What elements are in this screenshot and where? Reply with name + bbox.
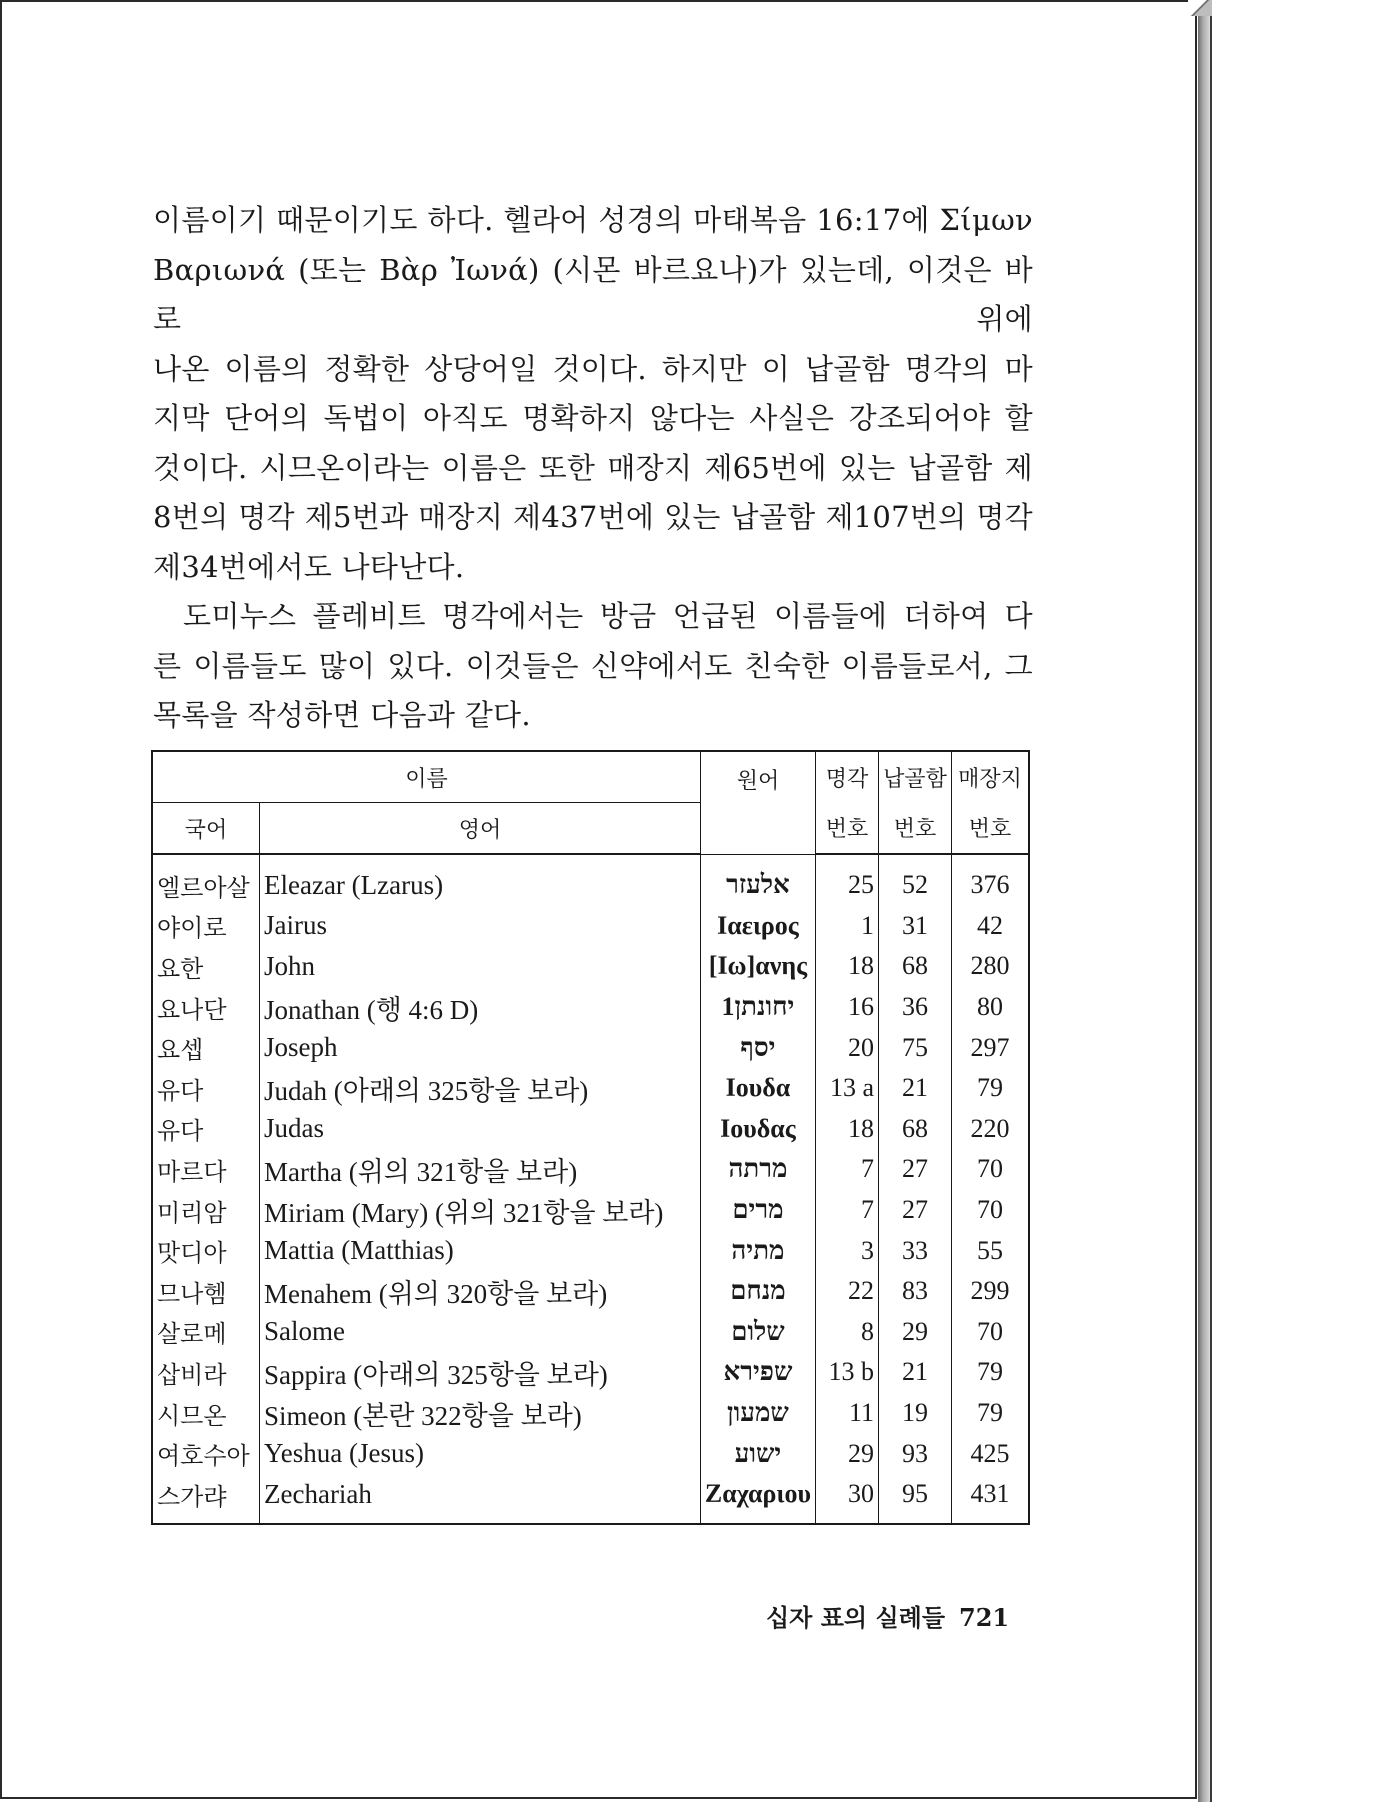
cell-inscription-number: 13 b bbox=[816, 1352, 879, 1393]
body-text bbox=[153, 196, 1033, 741]
cell-original: שלום bbox=[700, 1312, 815, 1353]
cell-english: Judas bbox=[260, 1109, 701, 1150]
cell-original: מנחם bbox=[700, 1271, 815, 1312]
paragraph-line: 목록을 작성하면 다음과 같다. bbox=[153, 698, 531, 732]
table-row bbox=[152, 906, 1029, 947]
table-row bbox=[152, 1109, 1029, 1150]
cell-inscription-number: 25 bbox=[816, 854, 879, 906]
cell-inscription-number: 11 bbox=[816, 1393, 879, 1434]
paragraph-line: 것이다. 시므온이라는 이름은 또한 매장지 제65번에 있는 납골함 제 bbox=[153, 450, 1033, 485]
table-row bbox=[152, 1230, 1029, 1271]
cell-tomb-number: 70 bbox=[952, 1190, 1030, 1231]
cell-tomb-number: 70 bbox=[952, 1312, 1030, 1353]
table-row bbox=[152, 1068, 1029, 1109]
table-row bbox=[152, 854, 1029, 906]
cell-ossuary-number: 36 bbox=[879, 987, 952, 1028]
cell-english: Zechariah bbox=[260, 1474, 701, 1524]
cell-korean: 살로메 bbox=[152, 1312, 260, 1353]
cell-korean: 유다 bbox=[152, 1109, 260, 1150]
cell-tomb-number: 42 bbox=[952, 906, 1030, 947]
cell-english: Joseph bbox=[260, 1027, 701, 1068]
table-row bbox=[152, 946, 1029, 987]
cell-english: Yeshua (Jesus) bbox=[260, 1433, 701, 1474]
cell-korean: 마르다 bbox=[152, 1149, 260, 1190]
page-number: 721 bbox=[959, 1603, 1010, 1632]
cell-inscription-number: 16 bbox=[816, 987, 879, 1028]
header-korean: 국어 bbox=[152, 803, 260, 855]
cell-korean: 요셉 bbox=[152, 1027, 260, 1068]
cell-english: Simeon (본란 322항을 보라) bbox=[260, 1393, 701, 1434]
cell-original: Ζαχαριου bbox=[700, 1474, 815, 1524]
header-name: 이름 bbox=[152, 751, 700, 803]
table-row bbox=[152, 1474, 1029, 1524]
cell-english: Miriam (Mary) (위의 321항을 보라) bbox=[260, 1190, 701, 1231]
cell-ossuary-number: 83 bbox=[879, 1271, 952, 1312]
table-body bbox=[152, 854, 1029, 1524]
header-inscription-top: 명각 bbox=[816, 751, 879, 803]
cell-original: יחונתן1 bbox=[700, 987, 815, 1028]
cell-english: Sappira (아래의 325항을 보라) bbox=[260, 1352, 701, 1393]
cell-korean: 엘르아살 bbox=[152, 854, 260, 906]
cell-tomb-number: 220 bbox=[952, 1109, 1030, 1150]
cell-english: Eleazar (Lzarus) bbox=[260, 854, 701, 906]
cell-ossuary-number: 95 bbox=[879, 1474, 952, 1524]
running-title: 십자 표의 실례들 bbox=[766, 1604, 945, 1632]
table-row bbox=[152, 987, 1029, 1028]
table-row bbox=[152, 1190, 1029, 1231]
header-english: 영어 bbox=[260, 803, 701, 855]
cell-korean: 미리암 bbox=[152, 1190, 260, 1231]
cell-inscription-number: 18 bbox=[816, 1109, 879, 1150]
cell-english: Jonathan (행 4:6 D) bbox=[260, 987, 701, 1028]
cell-tomb-number: 299 bbox=[952, 1271, 1030, 1312]
cell-korean: 유다 bbox=[152, 1068, 260, 1109]
cell-ossuary-number: 27 bbox=[879, 1149, 952, 1190]
cell-original: Ιαειρος bbox=[700, 906, 815, 947]
table-row bbox=[152, 1312, 1029, 1353]
cell-tomb-number: 79 bbox=[952, 1393, 1030, 1434]
header-ossuary-top: 납골함 bbox=[879, 751, 952, 803]
cell-tomb-number: 80 bbox=[952, 987, 1030, 1028]
cell-korean: 삽비라 bbox=[152, 1352, 260, 1393]
cell-ossuary-number: 33 bbox=[879, 1230, 952, 1271]
cell-inscription-number: 3 bbox=[816, 1230, 879, 1271]
cell-inscription-number: 22 bbox=[816, 1271, 879, 1312]
cell-korean: 요나단 bbox=[152, 987, 260, 1028]
paragraph-line: 도미누스 플레비트 명각에서는 방금 언급된 이름들에 더하여 다 bbox=[183, 599, 1033, 633]
cell-english: Jairus bbox=[260, 906, 701, 947]
cell-original: שפירא bbox=[700, 1352, 815, 1393]
cell-tomb-number: 431 bbox=[952, 1474, 1030, 1524]
cell-ossuary-number: 31 bbox=[879, 906, 952, 947]
cell-original: שמעון bbox=[700, 1393, 815, 1434]
cell-inscription-number: 7 bbox=[816, 1190, 879, 1231]
cell-tomb-number: 376 bbox=[952, 854, 1030, 906]
header-original: 원어 bbox=[700, 751, 815, 854]
cell-tomb-number: 280 bbox=[952, 946, 1030, 987]
cell-ossuary-number: 21 bbox=[879, 1068, 952, 1109]
cell-ossuary-number: 52 bbox=[879, 854, 952, 906]
table-row bbox=[152, 1271, 1029, 1312]
names-table bbox=[151, 750, 1030, 1525]
header-tomb-top: 매장지 bbox=[952, 751, 1030, 803]
cell-ossuary-number: 68 bbox=[879, 946, 952, 987]
cell-original: Ιουδας bbox=[700, 1109, 815, 1150]
cell-korean: 스가랴 bbox=[152, 1474, 260, 1524]
paragraph-line: 이름이기 때문이기도 하다. 헬라어 성경의 마태복음 16:17에 Σίμων bbox=[153, 203, 1033, 237]
cell-inscription-number: 1 bbox=[816, 906, 879, 947]
table-row bbox=[152, 1352, 1029, 1393]
cell-original: [Ιω]ανης bbox=[700, 946, 815, 987]
page-edge-shadow bbox=[1198, 8, 1212, 1802]
page-footer bbox=[766, 1598, 1009, 1633]
page-corner bbox=[1188, 0, 1212, 16]
cell-tomb-number: 55 bbox=[952, 1230, 1030, 1271]
cell-ossuary-number: 21 bbox=[879, 1352, 952, 1393]
cell-tomb-number: 79 bbox=[952, 1068, 1030, 1109]
header-ossuary-bottom: 번호 bbox=[879, 803, 952, 855]
cell-korean: 맛디아 bbox=[152, 1230, 260, 1271]
cell-korean: 여호수아 bbox=[152, 1433, 260, 1474]
cell-english: Menahem (위의 320항을 보라) bbox=[260, 1271, 701, 1312]
table-row bbox=[152, 1149, 1029, 1190]
table-row bbox=[152, 1433, 1029, 1474]
cell-korean: 요한 bbox=[152, 946, 260, 987]
paragraph-line: 지막 단어의 독법이 아직도 명확하지 않다는 사실은 강조되어야 할 bbox=[153, 401, 1033, 435]
cell-ossuary-number: 27 bbox=[879, 1190, 952, 1231]
cell-inscription-number: 20 bbox=[816, 1027, 879, 1068]
cell-korean: 시므온 bbox=[152, 1393, 260, 1434]
cell-ossuary-number: 19 bbox=[879, 1393, 952, 1434]
cell-tomb-number: 297 bbox=[952, 1027, 1030, 1068]
cell-korean: 므나헴 bbox=[152, 1271, 260, 1312]
table-row bbox=[152, 1393, 1029, 1434]
cell-ossuary-number: 75 bbox=[879, 1027, 952, 1068]
paragraph-line: 제34번에서도 나타난다. bbox=[153, 549, 465, 584]
paragraph-line: 른 이름들도 많이 있다. 이것들은 신약에서도 친숙한 이름들로서, 그 bbox=[153, 648, 1033, 683]
cell-inscription-number: 30 bbox=[816, 1474, 879, 1524]
cell-tomb-number: 79 bbox=[952, 1352, 1030, 1393]
header-tomb-bottom: 번호 bbox=[952, 803, 1030, 855]
cell-original: מרתה bbox=[700, 1149, 815, 1190]
cell-original: מתיה bbox=[700, 1230, 815, 1271]
cell-english: Mattia (Matthias) bbox=[260, 1230, 701, 1271]
cell-original: יסף bbox=[700, 1027, 815, 1068]
cell-english: Salome bbox=[260, 1312, 701, 1353]
paragraph-line: 나온 이름의 정확한 상당어일 것이다. 하지만 이 납골함 명각의 마 bbox=[153, 351, 1033, 386]
table-row bbox=[152, 1027, 1029, 1068]
paragraph-line: 8번의 명각 제5번과 매장지 제437번에 있는 납골함 제107번의 명각 bbox=[153, 500, 1033, 534]
header-inscription-bottom: 번호 bbox=[816, 803, 879, 855]
cell-english: Martha (위의 321항을 보라) bbox=[260, 1149, 701, 1190]
cell-inscription-number: 18 bbox=[816, 946, 879, 987]
cell-inscription-number: 7 bbox=[816, 1149, 879, 1190]
cell-original: Ιουδα bbox=[700, 1068, 815, 1109]
cell-inscription-number: 13 a bbox=[816, 1068, 879, 1109]
cell-original: אלעזר bbox=[700, 854, 815, 906]
cell-tomb-number: 70 bbox=[952, 1149, 1030, 1190]
cell-inscription-number: 29 bbox=[816, 1433, 879, 1474]
paragraph-line: Βαριωνά (또는 Βὰρ Ἰωνά) (시몬 바르요나)가 있는데, 이것은 바로 위에 bbox=[153, 252, 1033, 336]
cell-inscription-number: 8 bbox=[816, 1312, 879, 1353]
cell-english: Judah (아래의 325항을 보라) bbox=[260, 1068, 701, 1109]
cell-english: John bbox=[260, 946, 701, 987]
cell-ossuary-number: 68 bbox=[879, 1109, 952, 1150]
cell-original: מרים bbox=[700, 1190, 815, 1231]
cell-korean: 야이로 bbox=[152, 906, 260, 947]
cell-tomb-number: 425 bbox=[952, 1433, 1030, 1474]
cell-ossuary-number: 93 bbox=[879, 1433, 952, 1474]
cell-ossuary-number: 29 bbox=[879, 1312, 952, 1353]
cell-original: ישוע bbox=[700, 1433, 815, 1474]
